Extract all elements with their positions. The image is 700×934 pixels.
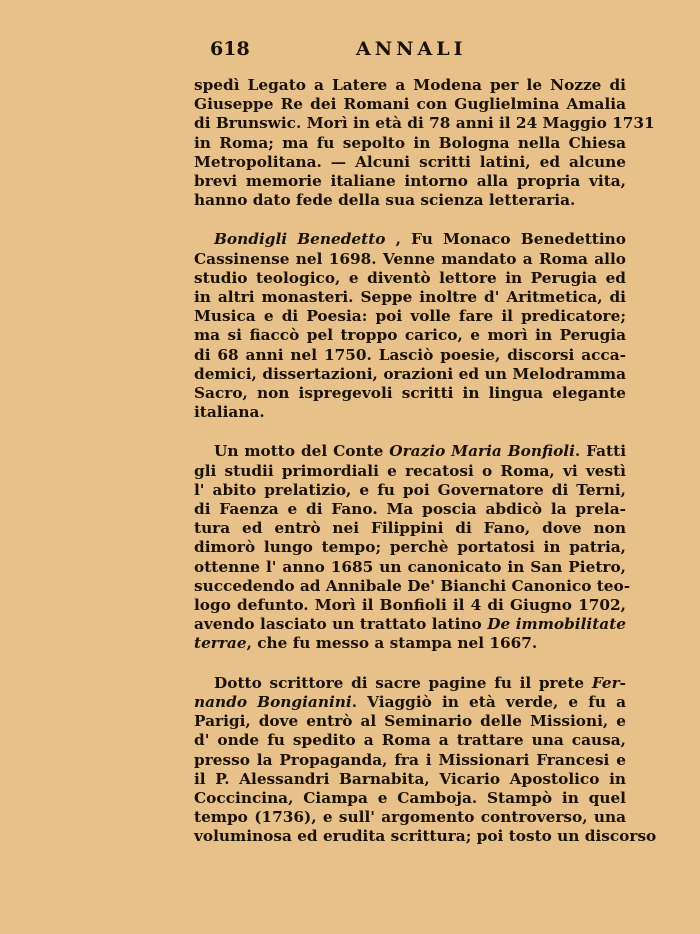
- text-line: Parigi, dove entrò al Seminario delle Missioni, e: [194, 712, 626, 731]
- text-line: brevi memorie italiane intorno alla propria vita,: [194, 172, 626, 191]
- text-line: Cassinense nel 1698. Venne mandato a Roma allo: [194, 249, 626, 268]
- text-line: Metropolitana. — Alcuni scritti latini, ed alcune: [194, 152, 626, 171]
- text-line: gli studii primordiali e recatosi o Roma, vi vestì: [194, 461, 626, 480]
- text-line: tempo (1736), e sull' argomento controverso, una: [194, 808, 626, 827]
- paragraph: [194, 230, 626, 422]
- paragraph: [194, 673, 657, 847]
- text-line: terrae, che fu messo a stampa nel 1667.: [194, 634, 538, 653]
- paragraph: [194, 442, 631, 653]
- paragraph: [194, 76, 655, 210]
- text-line: Bondigli Benedetto , Fu Monaco Benedettino: [214, 230, 626, 249]
- text-line: in Roma; ma fu sepolto in Bologna nella Chiesa: [194, 133, 626, 152]
- text-line: Coccincina, Ciampa e Camboja. Stampò in quel: [194, 788, 626, 807]
- work-title: terrae: [194, 634, 247, 653]
- page-header: [194, 38, 626, 64]
- text-line: dimorò lungo tempo; perchè portatosi in patria,: [194, 538, 626, 557]
- person-name: Fer-: [591, 673, 626, 692]
- text-line: il P. Alessandri Barnabita, Vicario Apostolico in: [194, 769, 626, 788]
- text-line: l' abito prelatizio, e fu poi Governatore di Terni,: [194, 480, 626, 499]
- page-number: 618: [210, 38, 250, 60]
- text-line: di Faenza e di Fano. Ma poscia abdicò la prela-: [194, 500, 626, 519]
- text-line: voluminosa ed erudita scrittura; poi tosto un discorso: [194, 827, 657, 846]
- text-line: avendo lasciato un trattato latino De immobilitate: [194, 615, 626, 634]
- text-line: nando Bongianini. Viaggiò in età verde, e fu a: [194, 692, 626, 711]
- text-line: ottenne l' anno 1685 un canonicato in San Pietro,: [194, 557, 626, 576]
- text-line: logo defunto. Morì il Bonfioli il 4 di Giugno 1702,: [194, 596, 626, 615]
- text-line: Un motto del Conte Orazio Maria Bonfioli. Fatti: [214, 442, 626, 461]
- text-line: di Brunswic. Morì in età di 78 anni il 24 Maggio 1731: [194, 114, 655, 133]
- person-name: nando Bongianini: [194, 692, 352, 711]
- text-line: ma si fiaccò pel troppo carico, e morì in Perugia: [194, 326, 626, 345]
- text-line: in altri monasteri. Seppe inoltre d' Aritmetica, di: [194, 288, 626, 307]
- body-text: [194, 76, 657, 867]
- text-line: succedendo ad Annibale De' Bianchi Canonico teo-: [194, 576, 631, 595]
- text-line: tura ed entrò nei Filippini di Fano, dove non: [194, 519, 626, 538]
- text-line: Giuseppe Re dei Romani con Guglielmina Amalia: [194, 95, 626, 114]
- person-name: Bondigli Benedetto: [214, 230, 386, 249]
- text-line: Dotto scrittore di sacre pagine fu il prete Fer-: [214, 673, 626, 692]
- running-title: ANNALI: [356, 38, 467, 60]
- text-line: italiana.: [194, 403, 265, 422]
- text-line: spedì Legato a Latere a Modena per le Nozze di: [194, 76, 626, 94]
- work-title: De immobilitate: [487, 615, 626, 634]
- text-line: demici, dissertazioni, orazioni ed un Melodramma: [194, 364, 626, 383]
- text-line: hanno dato fede della sua scienza letteraria.: [194, 191, 576, 210]
- person-name: Orazio Maria Bonfioli: [389, 442, 575, 461]
- text-line: presso la Propaganda, fra i Missionari Francesi e: [194, 750, 626, 769]
- text-line: Sacro, non ispregevoli scritti in lingua elegante: [194, 384, 626, 403]
- text-line: Musica e di Poesia: poi volle fare il predicatore;: [194, 307, 626, 326]
- text-line: di 68 anni nel 1750. Lasciò poesie, discorsi acca-: [194, 345, 626, 364]
- text-line: studio teologico, e diventò lettore in Perugia ed: [194, 268, 626, 287]
- text-line: d' onde fu spedito a Roma a trattare una causa,: [194, 731, 626, 750]
